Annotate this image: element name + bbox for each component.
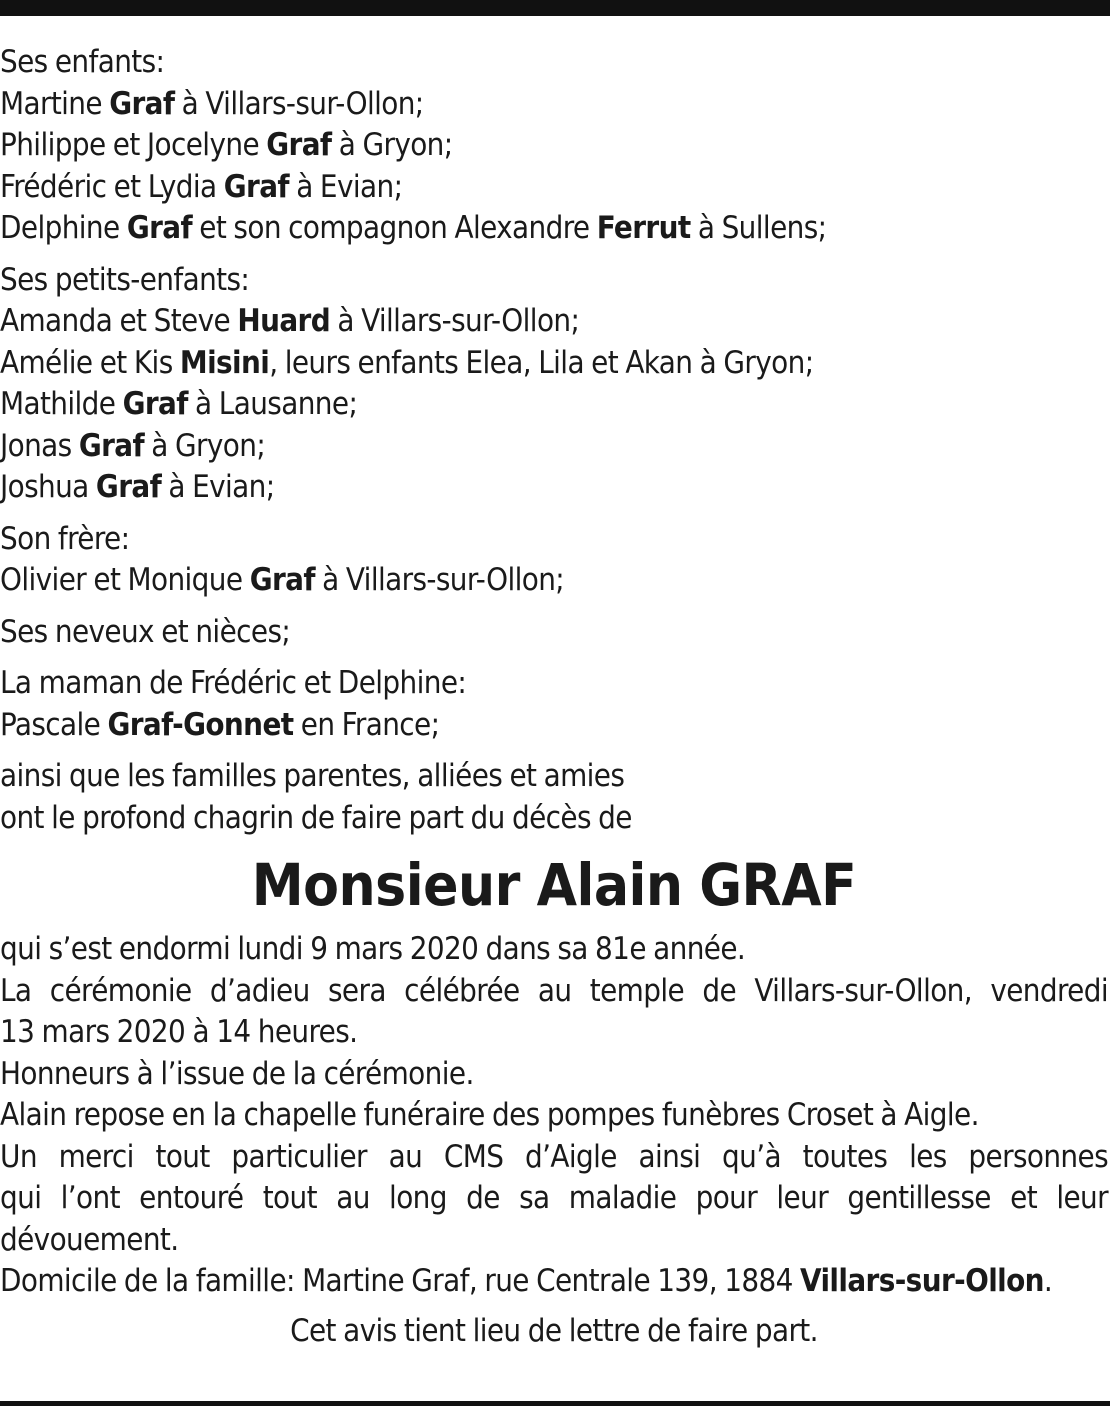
- ceremony-date-line: 13 mars 2020 à 14 heures.: [0, 1014, 358, 1050]
- bottom-rule: [0, 1401, 1110, 1406]
- grandchildren-heading: Ses petits-enfants:: [0, 261, 250, 298]
- family-member-line: Frédéric et Lydia Graf à Evian;: [0, 168, 403, 205]
- family-member-line: Olivier et Monique Graf à Villars-sur-Ollon;: [0, 562, 565, 598]
- passing-line: qui s’est endormi lundi 9 mars 2020 dans sa 81e année.: [0, 931, 746, 967]
- ceremony-line: La cérémonie d’adieu sera célébrée au temple de Villars-sur-Ollon, vendredi: [0, 972, 1108, 1009]
- family-member-line: Martine Graf à Villars-sur-Ollon;: [0, 85, 424, 122]
- brother-section: [0, 519, 1108, 602]
- thanks-line: Un merci tout particulier au CMS d’Aigle ainsi qu’à toutes les personnes: [0, 1138, 1108, 1175]
- family-surname: Graf: [126, 210, 193, 246]
- honors-line: Honneurs à l’issue de la cérémonie.: [0, 1055, 474, 1092]
- family-member-line: Delphine Graf et son compagnon Alexandre Ferrut à Sullens;: [0, 210, 827, 246]
- family-surname: Graf: [266, 127, 332, 163]
- domicile-line: Domicile de la famille: Martine Graf, rue Centrale 139, 1884 Villars-sur-Ollon.: [0, 1263, 1053, 1299]
- family-surname: Graf: [95, 469, 162, 505]
- top-rule: [0, 0, 1110, 16]
- family-member-line: Amanda et Steve Huard à Villars-sur-Ollon;: [0, 303, 580, 339]
- grandchildren-section: [0, 260, 1108, 509]
- family-surname: Huard: [237, 303, 331, 339]
- thanks-line: qui l’ont entouré tout au long de sa maladie pour leur gentillesse et leur: [0, 1180, 1108, 1216]
- family-surname: Graf: [78, 427, 145, 464]
- family-member-line: Joshua Graf à Evian;: [0, 469, 275, 505]
- family-member-line: Jonas Graf à Gryon;: [0, 427, 266, 464]
- family-surname: Ferrut: [596, 210, 691, 246]
- announcement-line: ont le profond chagrin de faire part du décès de: [0, 799, 632, 836]
- closing-line: Cet avis tient lieu de lettre de faire part.: [290, 1312, 818, 1349]
- deceased-name: Monsieur Alain GRAF: [251, 851, 857, 919]
- mother-section: [0, 663, 1108, 746]
- families-line: ainsi que les familles parentes, alliées et amies: [0, 758, 625, 794]
- family-member-line: Philippe et Jocelyne Graf à Gryon;: [0, 127, 453, 163]
- children-section: [0, 42, 1108, 250]
- family-member-line: Mathilde Graf à Lausanne;: [0, 386, 358, 422]
- children-heading: Ses enfants:: [0, 44, 165, 80]
- thanks-line: dévouement.: [0, 1221, 179, 1258]
- mother-heading: La maman de Frédéric et Delphine:: [0, 665, 467, 701]
- rest-line: Alain repose en la chapelle funéraire des pompes funèbres Croset à Aigle.: [0, 1097, 979, 1133]
- domicile-town: Villars-sur-Ollon: [800, 1263, 1044, 1299]
- family-surname: Misini: [179, 344, 270, 381]
- families-section: [0, 756, 1108, 839]
- family-member-line: Pascale Graf-Gonnet en France;: [0, 706, 440, 743]
- family-member-line: Amélie et Kis Misini, leurs enfants Elea, Lila et Akan à Gryon;: [0, 344, 814, 381]
- family-surname: Graf: [223, 168, 289, 205]
- nephews-line: Ses neveux et nièces;: [0, 613, 291, 650]
- nephews-section: [0, 612, 1108, 654]
- details-section: [0, 929, 1108, 1352]
- family-surname: Graf: [122, 386, 188, 422]
- family-surname: Graf: [249, 562, 315, 598]
- family-surname: Graf: [109, 85, 175, 122]
- brother-heading: Son frère:: [0, 520, 130, 557]
- obituary-notice: [0, 42, 1108, 1352]
- family-surname: Graf-Gonnet: [107, 706, 294, 743]
